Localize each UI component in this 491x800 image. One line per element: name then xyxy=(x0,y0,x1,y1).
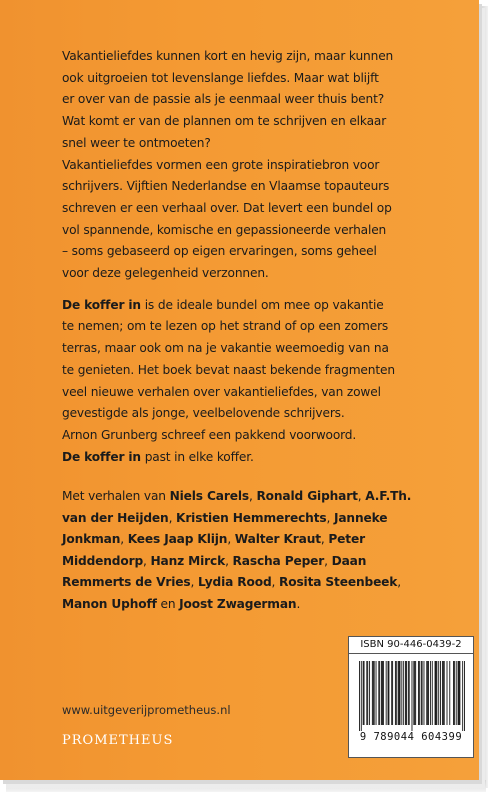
contributor-name: Niels Carels xyxy=(169,489,249,504)
blurb-line: Vakantieliefdes vormen een grote inspiratiebron voor xyxy=(62,157,380,172)
barcode-bar xyxy=(381,661,382,725)
barcode-bar xyxy=(438,661,439,725)
barcode-bar xyxy=(464,661,465,731)
contributor-name: Kees Jaap Klijn xyxy=(127,532,228,547)
publisher-website-link[interactable]: www.uitgeverijprometheus.nl xyxy=(62,703,231,717)
blurb-line: Vakantieliefdes kunnen kort en hevig zijn, maar kunnen xyxy=(62,49,394,63)
barcode-bar xyxy=(359,661,360,731)
blurb-line: ook uitgroeien tot levenslange liefdes. Maar wat blijft xyxy=(62,70,379,85)
barcode-bar xyxy=(378,661,379,725)
contributor-name: Daan Remmerts de Vries xyxy=(62,553,367,590)
publisher-logo: PROMETHEUS xyxy=(62,733,174,748)
barcode-bar xyxy=(459,661,460,725)
blurb-line: snel weer te ontmoeten? xyxy=(62,135,211,150)
barcode-bar xyxy=(409,661,410,725)
contributor-name: Walter Kraut xyxy=(234,532,321,547)
barcode-bar xyxy=(391,661,392,725)
contributor-name: A.F.Th. van der Heijden xyxy=(62,489,412,525)
barcode-bar xyxy=(361,661,362,731)
blurb-line: veel nieuwe verhalen over vakantieliefdes, van zowel xyxy=(62,384,381,399)
barcode-bar xyxy=(449,661,450,725)
barcode-bar xyxy=(419,661,420,725)
barcode-bar xyxy=(436,661,437,725)
barcode-bar xyxy=(415,661,416,725)
barcode-bar xyxy=(459,661,460,725)
page-edge-bottom xyxy=(6,780,486,792)
book-title-bold-closing: De koffer in xyxy=(62,449,141,464)
barcode-bar xyxy=(408,661,409,725)
barcode-bar xyxy=(462,661,463,731)
barcode-bar xyxy=(396,661,397,725)
barcode-bar xyxy=(427,661,428,725)
contributor-name: Peter Middendorp xyxy=(62,532,365,568)
blurb-line: schreven er een verhaal over. Dat levert een bundel op xyxy=(62,200,392,215)
blurb-paragraph-2 xyxy=(62,295,432,469)
barcode-bar xyxy=(444,661,445,725)
blurb-line: voor deze gelegenheid verzonnen. xyxy=(62,266,269,281)
barcode-bar xyxy=(428,661,429,725)
barcode-bar xyxy=(389,661,390,725)
barcode-bar xyxy=(383,661,384,725)
page-edge-right xyxy=(479,6,488,788)
barcode-bar xyxy=(405,661,406,725)
barcode-bar xyxy=(435,661,436,725)
contributor-name: Lydia Rood xyxy=(197,575,272,590)
barcode-bar xyxy=(388,661,389,725)
barcode-bar xyxy=(395,661,396,725)
blurb-line: – soms gebaseerd op eigen ervaringen, soms geheel xyxy=(62,244,377,259)
barcode-bar xyxy=(453,661,454,725)
barcode-bar xyxy=(366,661,367,725)
blurb-text xyxy=(62,46,432,615)
barcode-bar xyxy=(454,661,455,725)
closing-line: past in elke koffer. xyxy=(140,449,254,464)
contributor-name: Kristien Hemmerechts xyxy=(176,510,327,525)
contributor-name: Rosita Steenbeek xyxy=(279,575,398,590)
barcode-bar xyxy=(436,661,437,725)
barcode-bar xyxy=(406,661,407,725)
blurb-line: schrijvers. Vijftien Nederlandse en Vlaamse topauteurs xyxy=(62,179,390,194)
contributor-name: Ronald Giphart xyxy=(256,489,358,504)
blurb-line: vol spannende, komische en gepassioneerde verhalen xyxy=(62,222,387,237)
barcode-bar xyxy=(372,661,373,725)
paragraph-2-line-1: is de ideale bundel om mee op vakantie xyxy=(140,297,384,312)
barcode-bar xyxy=(403,661,404,725)
barcode-bar xyxy=(373,661,374,725)
barcode-bar xyxy=(382,661,383,725)
barcode-bar xyxy=(363,661,364,725)
blurb-line: te nemen; om te lezen op het strand of op een zomers xyxy=(62,319,389,334)
barcode-bar xyxy=(447,661,448,725)
barcode-bar xyxy=(440,661,441,725)
barcode-bar xyxy=(376,661,377,725)
contributor-name: Joost Zwagerman xyxy=(179,596,297,611)
contributor-name: Janneke Jonkman xyxy=(62,510,388,547)
barcode-bar xyxy=(426,661,427,725)
isbn-number: ISBN 90-446-0439-2 xyxy=(360,639,462,650)
barcode-bar xyxy=(422,661,423,725)
barcode-bar xyxy=(414,661,415,725)
barcode-bar xyxy=(392,661,393,725)
barcode-bar xyxy=(430,661,431,725)
barcode-bar xyxy=(399,661,400,725)
barcode-bar xyxy=(386,661,387,725)
barcode-bar xyxy=(367,661,368,725)
barcode-bar xyxy=(364,661,365,725)
contributors-intro: Met verhalen van xyxy=(62,489,170,504)
barcode-bar xyxy=(418,661,419,725)
barcode-bar xyxy=(421,661,422,725)
barcode-bar xyxy=(458,661,459,725)
blurb-line: Wat komt er van de plannen om te schrijven en elkaar xyxy=(62,114,387,129)
barcode-bar xyxy=(379,661,380,725)
barcode-bar xyxy=(424,661,425,725)
contributor-name: Hanz Mirck xyxy=(150,553,226,568)
barcode-bar xyxy=(443,661,444,725)
barcode-bar xyxy=(412,661,413,731)
blurb-line: gevestigde als jonge, veelbelovende schrijvers. xyxy=(62,406,345,421)
barcode-bar xyxy=(456,661,457,725)
barcode-digits: 9 789044 604399 xyxy=(359,731,463,743)
barcode-bar xyxy=(413,661,414,725)
barcode-bar xyxy=(442,661,443,725)
blurb-paragraph-1 xyxy=(62,46,432,285)
barcode-bar xyxy=(401,661,402,725)
contributors-list: Met verhalen van Niels Carels, Ronald Giphart, A.F.Th. van der Heijden, Kristien Hemmerechts, Janneke Jonkman, Kees Jaap Klijn, Walter Kraut, Peter Middendorp, Hanz Mirck, Rascha Peper, Daan Remmerts de Vries, Lydia Rood, Rosita Steenbeek, Manon Uphoff en Joost Zwagerman. xyxy=(62,489,412,611)
barcode-bar xyxy=(400,661,401,725)
barcode-bar xyxy=(398,661,399,725)
blurb-line: terras, maar ook om na je vakantie weemoedig van na xyxy=(62,341,389,356)
blurb-line: te genieten. Het boek bevat naast bekende fragmenten xyxy=(62,362,395,377)
barcode-bar xyxy=(374,661,375,725)
barcode-graphic xyxy=(357,661,467,731)
blurb-line: er over van de passie als je eenmaal weer thuis bent? xyxy=(62,92,385,107)
isbn-barcode-box xyxy=(348,636,474,758)
contributor-name: Manon Uphoff xyxy=(62,596,157,611)
barcode-bar xyxy=(432,661,433,725)
contributor-name: Rascha Peper xyxy=(232,553,325,568)
blurb-line: Arnon Grunberg schreef een pakkend voorwoord. xyxy=(62,427,357,442)
barcode-bar xyxy=(369,661,370,725)
book-title-bold: De koffer in xyxy=(62,297,141,312)
